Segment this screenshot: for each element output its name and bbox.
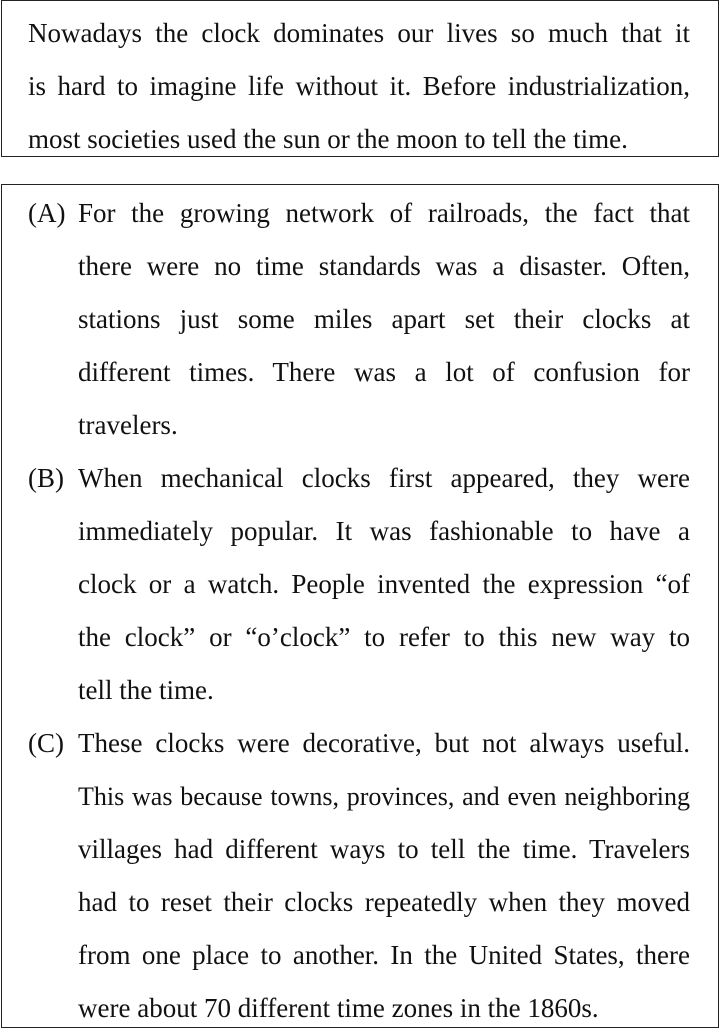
paragraph-line: These clocks were decorative, but not always useful. — [78, 728, 690, 758]
paragraph-line: tell the time. — [78, 675, 214, 705]
paragraph-line: This was because towns, provinces, and even neighboring — [78, 782, 690, 811]
paragraph-line: travelers. — [78, 410, 178, 440]
paragraph-line: When mechanical clocks first appeared, they were — [78, 463, 690, 493]
paragraph-line: there were no time standards was a disaster. Often, — [78, 251, 690, 281]
paragraph-b — [28, 452, 690, 717]
paragraph-line: villages had different ways to tell the time. Travelers — [78, 834, 690, 864]
paragraph-c — [28, 717, 690, 1035]
paragraph-line: the clock” or “o’clock” to refer to this new way to — [78, 622, 690, 652]
intro-line: Nowadays the clock dominates our lives so much that it — [28, 18, 690, 48]
ordering-paragraphs-box — [1, 184, 719, 1028]
intro-passage-box — [1, 0, 719, 157]
paragraph-line: from one place to another. In the United States, there — [78, 940, 690, 970]
paragraph-line: For the growing network of railroads, the fact that — [78, 198, 690, 228]
paragraph-a — [28, 187, 690, 452]
paragraph-line: clock or a watch. People invented the expression “of — [78, 569, 690, 599]
paragraph-line: immediately popular. It was fashionable to have a — [78, 516, 690, 546]
paragraph-c-label: (C) — [28, 728, 64, 758]
paragraph-a-label: (A) — [28, 198, 66, 228]
paragraph-line: stations just some miles apart set their clocks at — [78, 304, 690, 334]
paragraph-b-label: (B) — [28, 463, 64, 493]
paragraph-line: were about 70 different time zones in the 1860s. — [78, 993, 599, 1023]
paragraph-line: had to reset their clocks repeatedly when they moved — [78, 887, 690, 917]
intro-line: is hard to imagine life without it. Before industrialization, — [28, 71, 690, 101]
paragraph-line: different times. There was a lot of confusion for — [78, 357, 690, 387]
intro-line: most societies used the sun or the moon to tell the time. — [28, 124, 628, 154]
